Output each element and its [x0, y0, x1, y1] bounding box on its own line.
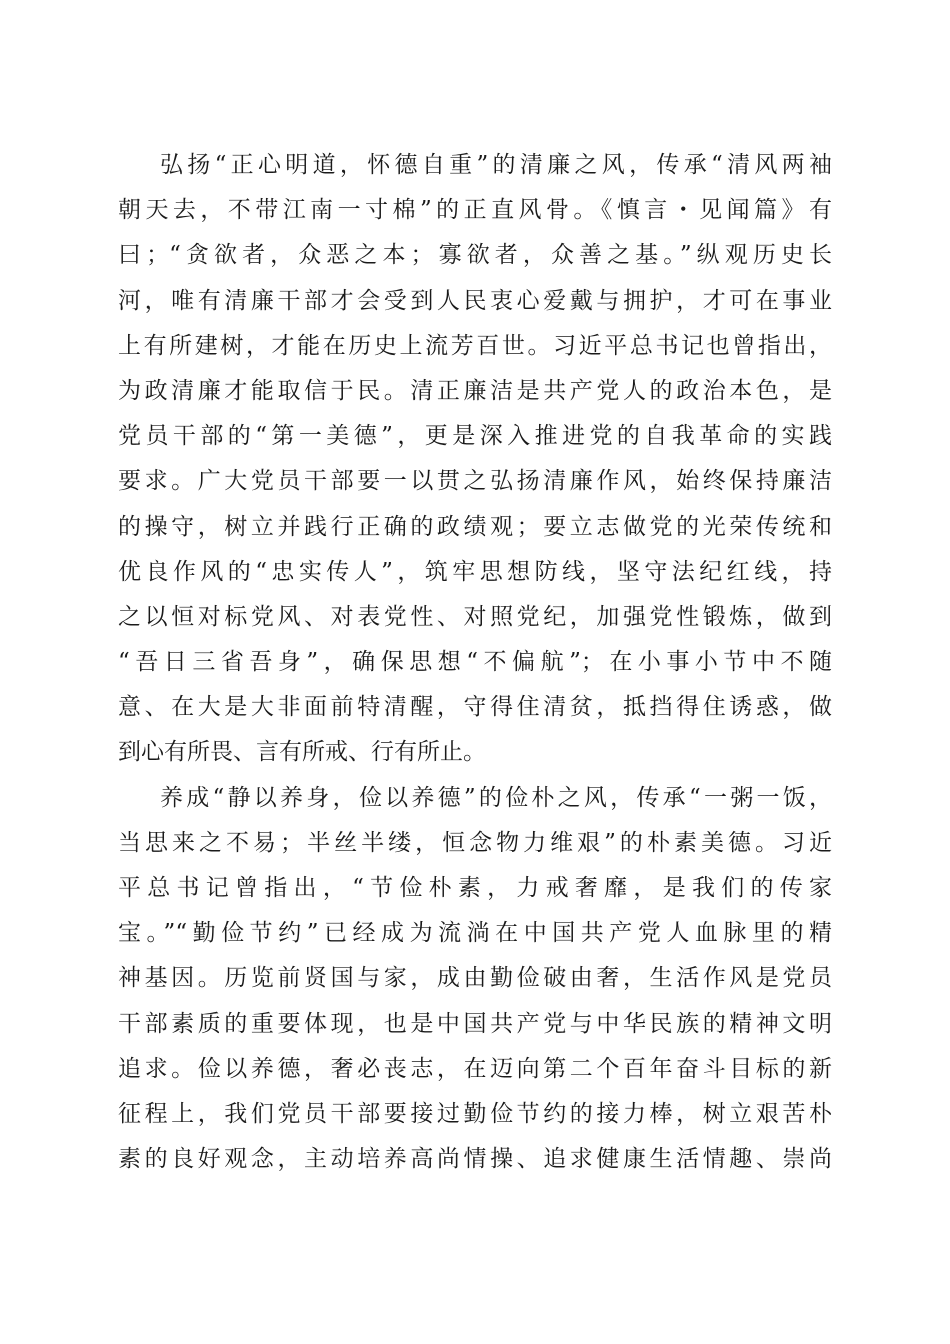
- text-line: 到心有所畏、言有所戒、行有所止。: [118, 739, 486, 766]
- text-line: 养成“静以养身，俭以养德”的俭朴之风，传承“一粥一饭，: [160, 784, 832, 811]
- text-line: 的操守，树立并践行正确的政绩观；要立志做党的光荣传统和: [118, 513, 832, 540]
- text-line: 神基因。历览前贤国与家，成由勤俭破由奢，生活作风是党员: [118, 965, 832, 992]
- text-line: “吾日三省吾身”，确保思想“不偏航”；在小事小节中不随: [118, 649, 832, 676]
- text-line: 平总书记曾指出，“节俭朴素，力戒奢靡，是我们的传家: [118, 875, 832, 901]
- text-line: 宝。”“勤俭节约”已经成为流淌在中国共产党人血脉里的精: [118, 920, 832, 947]
- text-line: 朝天去，不带江南一寸棉”的正直风骨。《慎言・见闻篇》有: [118, 197, 832, 224]
- text-line: 弘扬“正心明道，怀德自重”的清廉之风，传承“清风两袖: [160, 152, 832, 178]
- body-text: [118, 143, 832, 1182]
- text-line: 要求。广大党员干部要一以贯之弘扬清廉作风，始终保持廉洁: [118, 468, 832, 495]
- text-line: 曰；“贪欲者，众恶之本；寡欲者，众善之基。”纵观历史长: [118, 242, 832, 269]
- text-line: 干部素质的重要体现，也是中国共产党与中华民族的精神文明: [118, 1010, 832, 1037]
- text-line: 党员干部的“第一美德”，更是深入推进党的自我革命的实践: [118, 423, 832, 450]
- text-line: 优良作风的“忠实传人”，筑牢思想防线，坚守法纪红线，持: [118, 558, 832, 585]
- text-line: 当思来之不易；半丝半缕，恒念物力维艰”的朴素美德。习近: [118, 829, 832, 856]
- text-line: 为政清廉才能取信于民。清正廉洁是共产党人的政治本色，是: [118, 377, 832, 404]
- text-line: 之以恒对标党风、对表党性、对照党纪，加强党性锻炼，做到: [118, 603, 832, 630]
- text-line: 追求。俭以养德，奢必丧志，在迈向第二个百年奋斗目标的新: [118, 1055, 832, 1082]
- text-line: 征程上，我们党员干部要接过勤俭节约的接力棒，树立艰苦朴: [118, 1100, 832, 1127]
- text-line: 上有所建树，才能在历史上流芳百世。习近平总书记也曾指出，: [118, 332, 832, 359]
- text-line: 素的良好观念，主动培养高尚情操、追求健康生活情趣、崇尚: [118, 1146, 832, 1173]
- paragraph-integrity: [118, 143, 832, 776]
- text-line: 意、在大是大非面前特清醒，守得住清贫，抵挡得住诱惑，做: [118, 694, 832, 721]
- paragraph-frugality: [118, 776, 832, 1183]
- text-line: 河，唯有清廉干部才会受到人民衷心爱戴与拥护，才可在事业: [118, 287, 832, 314]
